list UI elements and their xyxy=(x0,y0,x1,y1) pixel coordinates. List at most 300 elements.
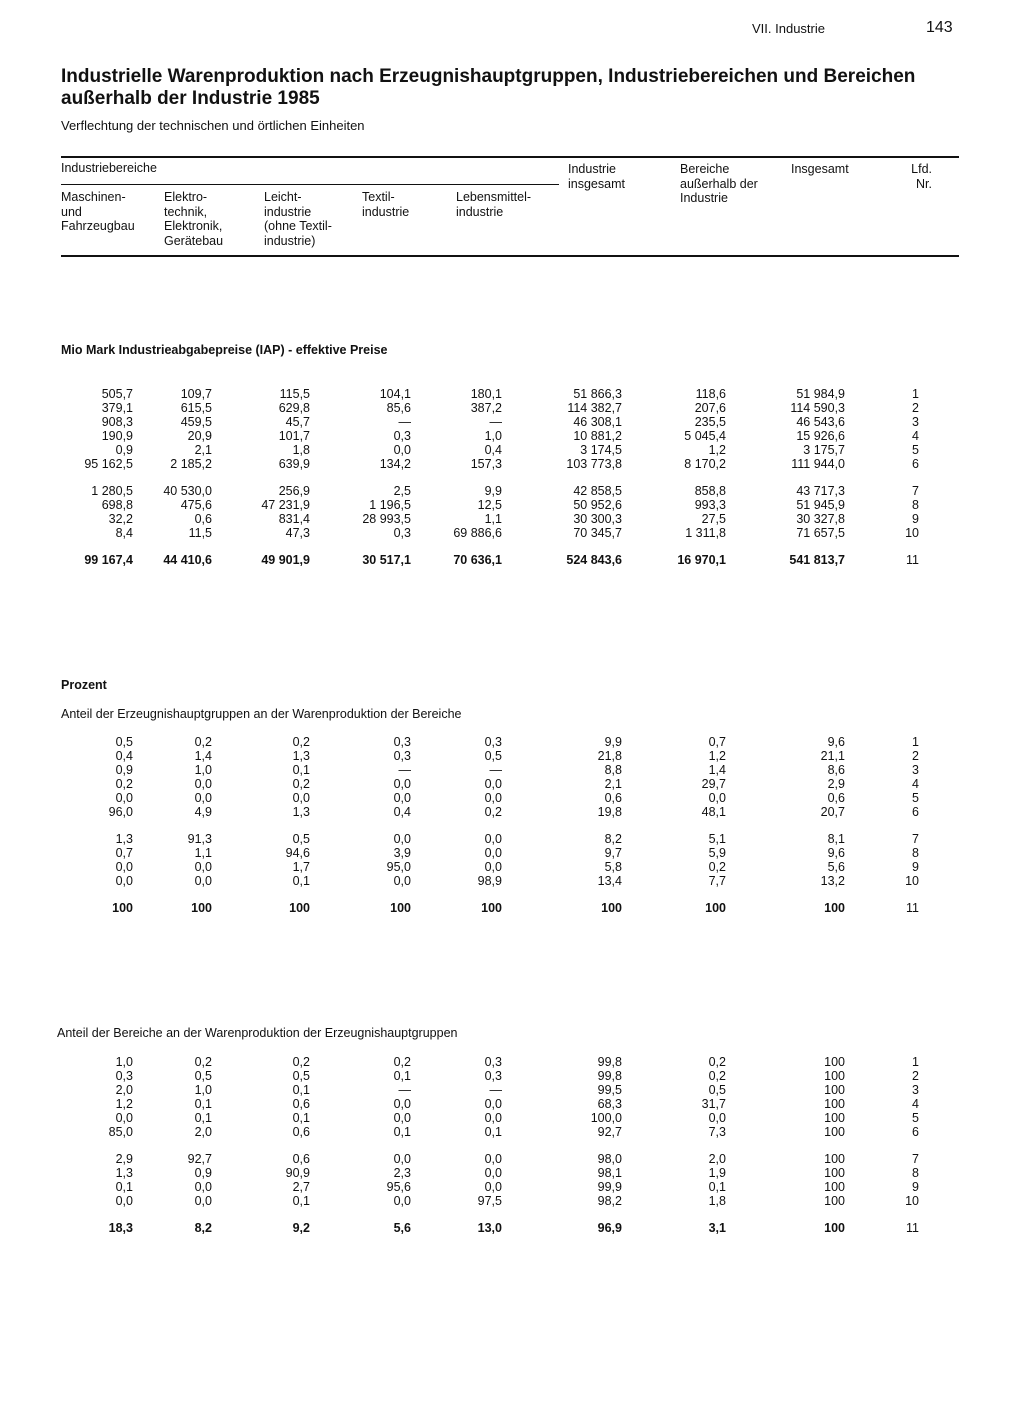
cell-industrie-insgesamt: 8,2 xyxy=(604,832,622,846)
cell-lfd-nr: 1 xyxy=(912,1055,919,1069)
cell-lebensmittel: 0,0 xyxy=(484,1097,502,1111)
chapter-header: VII. Industrie xyxy=(752,21,825,36)
cell-insgesamt: 100 xyxy=(824,1111,845,1125)
cell-textil: 3,9 xyxy=(393,846,411,860)
cell-textil: 0,0 xyxy=(393,777,411,791)
cell-insgesamt: 100 xyxy=(824,1152,845,1166)
cell-textil: 0,0 xyxy=(393,1152,411,1166)
cell-elektro: 475,6 xyxy=(180,498,212,512)
cell-insgesamt: 100 xyxy=(824,1125,845,1139)
cell-textil: 0,1 xyxy=(393,1069,411,1083)
cell-textil: — xyxy=(398,763,411,777)
cell-lebensmittel: 0,3 xyxy=(484,735,502,749)
cell-lebensmittel: 0,0 xyxy=(484,1180,502,1194)
table-row xyxy=(0,763,1024,777)
table-row xyxy=(0,735,1024,749)
column-header-lfd-nr: Lfd. Nr. xyxy=(911,162,932,191)
cell-lebensmittel: — xyxy=(489,1083,502,1097)
cell-insgesamt: 9,6 xyxy=(827,846,845,860)
cell-maschinen: 18,3 xyxy=(108,1221,133,1235)
cell-lebensmittel: 0,1 xyxy=(484,1125,502,1139)
table-row xyxy=(0,512,1024,526)
cell-insgesamt: 111 944,0 xyxy=(791,457,845,471)
cell-elektro: 0,5 xyxy=(194,1069,212,1083)
cell-leicht: 831,4 xyxy=(278,512,310,526)
cell-elektro: 1,1 xyxy=(194,846,212,860)
cell-elektro: 0,1 xyxy=(194,1111,212,1125)
cell-textil: 2,5 xyxy=(393,484,411,498)
cell-leicht: 0,6 xyxy=(292,1097,310,1111)
cell-textil: 30 517,1 xyxy=(362,553,411,567)
cell-bereiche-ausserhalb: 16 970,1 xyxy=(677,553,726,567)
cell-industrie-insgesamt: 99,8 xyxy=(597,1069,622,1083)
cell-maschinen: 1,0 xyxy=(115,1055,133,1069)
cell-insgesamt: 30 327,8 xyxy=(796,512,845,526)
cell-elektro: 100 xyxy=(191,901,212,915)
cell-leicht: 0,6 xyxy=(292,1125,310,1139)
cell-textil: 104,1 xyxy=(379,387,411,401)
cell-elektro: 0,0 xyxy=(194,1194,212,1208)
cell-elektro: 459,5 xyxy=(180,415,212,429)
cell-maschinen: 0,2 xyxy=(115,777,133,791)
cell-textil: — xyxy=(398,415,411,429)
cell-leicht: 0,0 xyxy=(292,791,310,805)
cell-insgesamt: 15 926,6 xyxy=(796,429,845,443)
cell-elektro: 8,2 xyxy=(194,1221,212,1235)
cell-bereiche-ausserhalb: 1,8 xyxy=(708,1194,726,1208)
cell-textil: 0,0 xyxy=(393,791,411,805)
cell-lfd-nr: 5 xyxy=(912,1111,919,1125)
cell-insgesamt: 43 717,3 xyxy=(796,484,845,498)
cell-lebensmittel: 0,3 xyxy=(484,1055,502,1069)
cell-industrie-insgesamt: 46 308,1 xyxy=(573,415,622,429)
cell-lebensmittel: 0,0 xyxy=(484,832,502,846)
cell-leicht: 0,5 xyxy=(292,832,310,846)
table-row xyxy=(0,1166,1024,1180)
cell-insgesamt: 100 xyxy=(824,1194,845,1208)
cell-industrie-insgesamt: 10 881,2 xyxy=(573,429,622,443)
cell-lebensmittel: 0,5 xyxy=(484,749,502,763)
cell-maschinen: 32,2 xyxy=(108,512,133,526)
cell-lfd-nr: 2 xyxy=(912,749,919,763)
cell-leicht: 0,5 xyxy=(292,1069,310,1083)
cell-lebensmittel: 0,0 xyxy=(484,1111,502,1125)
cell-industrie-insgesamt: 98,1 xyxy=(597,1166,622,1180)
cell-maschinen: 0,0 xyxy=(115,1194,133,1208)
cell-textil: 0,0 xyxy=(393,1097,411,1111)
table-row xyxy=(0,749,1024,763)
cell-elektro: 0,0 xyxy=(194,874,212,888)
cell-maschinen: 95 162,5 xyxy=(84,457,133,471)
cell-lfd-nr: 9 xyxy=(912,512,919,526)
cell-maschinen: 99 167,4 xyxy=(84,553,133,567)
cell-maschinen: 908,3 xyxy=(101,415,133,429)
table-row xyxy=(0,484,1024,498)
cell-lebensmittel: 13,0 xyxy=(477,1221,502,1235)
cell-elektro: 92,7 xyxy=(187,1152,212,1166)
cell-lebensmittel: 0,0 xyxy=(484,1152,502,1166)
column-header-industrie-insgesamt: Industrie insgesamt xyxy=(568,162,625,191)
cell-leicht: 49 901,9 xyxy=(261,553,310,567)
section-caption-erzeugnishauptgruppen: Anteil der Erzeugnishauptgruppen an der Warenproduktion der Bereiche xyxy=(61,707,462,721)
cell-elektro: 40 530,0 xyxy=(163,484,212,498)
cell-insgesamt: 3 175,7 xyxy=(803,443,845,457)
group-header-industriebereiche: Industriebereiche xyxy=(61,161,157,175)
cell-lebensmittel: 1,1 xyxy=(484,512,502,526)
table-row xyxy=(0,1055,1024,1069)
table-row xyxy=(0,1097,1024,1111)
table-row xyxy=(0,429,1024,443)
table-row xyxy=(0,1180,1024,1194)
cell-bereiche-ausserhalb: 0,7 xyxy=(708,735,726,749)
cell-industrie-insgesamt: 3 174,5 xyxy=(580,443,622,457)
cell-textil: 100 xyxy=(390,901,411,915)
cell-bereiche-ausserhalb: 29,7 xyxy=(701,777,726,791)
cell-industrie-insgesamt: 2,1 xyxy=(604,777,622,791)
cell-lfd-nr: 7 xyxy=(912,832,919,846)
section-heading-prozent: Prozent xyxy=(61,678,107,692)
cell-insgesamt: 51 945,9 xyxy=(796,498,845,512)
cell-lfd-nr: 3 xyxy=(912,1083,919,1097)
cell-textil: 0,0 xyxy=(393,832,411,846)
cell-textil: 0,3 xyxy=(393,735,411,749)
cell-leicht: 1,7 xyxy=(292,860,310,874)
column-header-textil: Textil- industrie xyxy=(362,190,410,219)
cell-textil: 0,0 xyxy=(393,1194,411,1208)
cell-lfd-nr: 7 xyxy=(912,1152,919,1166)
cell-leicht: 0,1 xyxy=(292,763,310,777)
table-row xyxy=(0,805,1024,819)
cell-bereiche-ausserhalb: 2,0 xyxy=(708,1152,726,1166)
cell-lebensmittel: 0,4 xyxy=(484,443,502,457)
cell-lfd-nr: 2 xyxy=(912,401,919,415)
cell-insgesamt: 8,1 xyxy=(827,832,845,846)
cell-bereiche-ausserhalb: 858,8 xyxy=(694,484,726,498)
cell-elektro: 0,2 xyxy=(194,735,212,749)
cell-elektro: 0,0 xyxy=(194,777,212,791)
cell-maschinen: 0,0 xyxy=(115,1111,133,1125)
cell-bereiche-ausserhalb: 48,1 xyxy=(701,805,726,819)
cell-industrie-insgesamt: 100,0 xyxy=(590,1111,622,1125)
cell-industrie-insgesamt: 98,2 xyxy=(597,1194,622,1208)
cell-lebensmittel: 69 886,6 xyxy=(453,526,502,540)
cell-insgesamt: 114 590,3 xyxy=(790,401,845,415)
cell-industrie-insgesamt: 13,4 xyxy=(597,874,622,888)
cell-maschinen: 1,3 xyxy=(115,832,133,846)
cell-lfd-nr: 7 xyxy=(912,484,919,498)
cell-maschinen: 100 xyxy=(112,901,133,915)
cell-lfd-nr: 6 xyxy=(912,805,919,819)
cell-textil: 0,3 xyxy=(393,429,411,443)
cell-elektro: 109,7 xyxy=(180,387,212,401)
cell-bereiche-ausserhalb: 0,0 xyxy=(708,791,726,805)
cell-insgesamt: 100 xyxy=(824,1221,845,1235)
cell-lfd-nr: 5 xyxy=(912,791,919,805)
cell-maschinen: 0,0 xyxy=(115,874,133,888)
cell-maschinen: 2,0 xyxy=(115,1083,133,1097)
table-row xyxy=(0,1069,1024,1083)
cell-maschinen: 1 280,5 xyxy=(91,484,133,498)
cell-insgesamt: 9,6 xyxy=(827,735,845,749)
cell-maschinen: 0,0 xyxy=(115,860,133,874)
cell-leicht: 0,1 xyxy=(292,874,310,888)
cell-textil: 28 993,5 xyxy=(362,512,411,526)
cell-industrie-insgesamt: 9,9 xyxy=(604,735,622,749)
cell-industrie-insgesamt: 68,3 xyxy=(597,1097,622,1111)
cell-elektro: 91,3 xyxy=(187,832,212,846)
cell-maschinen: 0,4 xyxy=(115,749,133,763)
cell-lebensmittel: 0,0 xyxy=(484,791,502,805)
cell-leicht: 0,2 xyxy=(292,777,310,791)
cell-bereiche-ausserhalb: 118,6 xyxy=(695,387,726,401)
cell-bereiche-ausserhalb: 993,3 xyxy=(694,498,726,512)
cell-leicht: 90,9 xyxy=(285,1166,310,1180)
cell-lfd-nr: 8 xyxy=(912,846,919,860)
cell-elektro: 44 410,6 xyxy=(163,553,212,567)
cell-lfd-nr: 8 xyxy=(912,1166,919,1180)
cell-lfd-nr: 3 xyxy=(912,763,919,777)
table-row xyxy=(0,526,1024,540)
cell-lebensmittel: — xyxy=(489,415,502,429)
cell-industrie-insgesamt: 9,7 xyxy=(604,846,622,860)
cell-lfd-nr: 1 xyxy=(912,387,919,401)
cell-bereiche-ausserhalb: 3,1 xyxy=(708,1221,726,1235)
cell-lebensmittel: 0,0 xyxy=(484,777,502,791)
cell-elektro: 2,0 xyxy=(194,1125,212,1139)
cell-maschinen: 8,4 xyxy=(115,526,133,540)
column-header-bereiche-ausserhalb: Bereiche außerhalb der Industrie xyxy=(680,162,758,205)
table-row xyxy=(0,846,1024,860)
column-header-leicht: Leicht- industrie (ohne Textil- industrie) xyxy=(264,190,332,248)
cell-industrie-insgesamt: 114 382,7 xyxy=(567,401,622,415)
cell-elektro: 0,9 xyxy=(194,1166,212,1180)
cell-lebensmittel: 180,1 xyxy=(470,387,502,401)
cell-insgesamt: 5,6 xyxy=(827,860,845,874)
cell-industrie-insgesamt: 0,6 xyxy=(604,791,622,805)
cell-industrie-insgesamt: 5,8 xyxy=(604,860,622,874)
cell-insgesamt: 541 813,7 xyxy=(789,553,845,567)
cell-elektro: 20,9 xyxy=(187,429,212,443)
cell-lebensmittel: 0,0 xyxy=(484,1166,502,1180)
cell-industrie-insgesamt: 99,5 xyxy=(597,1083,622,1097)
cell-bereiche-ausserhalb: 0,0 xyxy=(708,1111,726,1125)
table-row-total xyxy=(0,553,1024,567)
cell-textil: 0,2 xyxy=(393,1055,411,1069)
cell-leicht: 0,1 xyxy=(292,1083,310,1097)
table-row xyxy=(0,832,1024,846)
table-row xyxy=(0,777,1024,791)
page-title: Industrielle Warenproduktion nach Erzeugnishauptgruppen, Industriebereichen und Bereichen außerhalb der Industrie 1985 xyxy=(61,66,916,109)
cell-leicht: 47,3 xyxy=(285,526,310,540)
cell-maschinen: 0,5 xyxy=(115,735,133,749)
cell-elektro: 1,4 xyxy=(194,749,212,763)
cell-lfd-nr: 4 xyxy=(912,1097,919,1111)
cell-industrie-insgesamt: 524 843,6 xyxy=(566,553,622,567)
table-row xyxy=(0,1152,1024,1166)
table-row-total xyxy=(0,901,1024,915)
cell-bereiche-ausserhalb: 0,2 xyxy=(708,1069,726,1083)
cell-leicht: 115,5 xyxy=(279,387,310,401)
cell-lebensmittel: 0,0 xyxy=(484,846,502,860)
cell-insgesamt: 20,7 xyxy=(820,805,845,819)
table-row xyxy=(0,1083,1024,1097)
cell-maschinen: 0,7 xyxy=(115,846,133,860)
cell-maschinen: 0,9 xyxy=(115,443,133,457)
column-header-lebensmittel: Lebensmittel- industrie xyxy=(456,190,532,219)
cell-bereiche-ausserhalb: 235,5 xyxy=(694,415,726,429)
cell-maschinen: 0,9 xyxy=(115,763,133,777)
cell-industrie-insgesamt: 92,7 xyxy=(597,1125,622,1139)
cell-leicht: 100 xyxy=(289,901,310,915)
cell-maschinen: 0,3 xyxy=(115,1069,133,1083)
cell-leicht: 629,8 xyxy=(278,401,310,415)
cell-lfd-nr: 3 xyxy=(912,415,919,429)
cell-leicht: 639,9 xyxy=(278,457,310,471)
cell-textil: 0,0 xyxy=(393,874,411,888)
cell-industrie-insgesamt: 70 345,7 xyxy=(573,526,622,540)
cell-bereiche-ausserhalb: 5 045,4 xyxy=(684,429,726,443)
cell-elektro: 0,2 xyxy=(194,1055,212,1069)
cell-insgesamt: 8,6 xyxy=(827,763,845,777)
cell-bereiche-ausserhalb: 1,9 xyxy=(708,1166,726,1180)
cell-elektro: 11,5 xyxy=(188,526,212,540)
cell-leicht: 101,7 xyxy=(278,429,310,443)
cell-insgesamt: 0,6 xyxy=(827,791,845,805)
cell-bereiche-ausserhalb: 8 170,2 xyxy=(684,457,726,471)
cell-industrie-insgesamt: 99,9 xyxy=(597,1180,622,1194)
cell-bereiche-ausserhalb: 5,1 xyxy=(708,832,726,846)
cell-elektro: 1,0 xyxy=(194,1083,212,1097)
cell-textil: 0,4 xyxy=(393,805,411,819)
cell-lfd-nr: 8 xyxy=(912,498,919,512)
cell-industrie-insgesamt: 103 773,8 xyxy=(566,457,622,471)
cell-elektro: 0,0 xyxy=(194,1180,212,1194)
cell-industrie-insgesamt: 30 300,3 xyxy=(573,512,622,526)
table-row xyxy=(0,498,1024,512)
cell-bereiche-ausserhalb: 0,1 xyxy=(708,1180,726,1194)
cell-lfd-nr: 9 xyxy=(912,860,919,874)
cell-insgesamt: 46 543,6 xyxy=(796,415,845,429)
cell-lfd-nr: 10 xyxy=(905,874,919,888)
cell-bereiche-ausserhalb: 207,6 xyxy=(694,401,726,415)
cell-insgesamt: 100 xyxy=(824,1166,845,1180)
cell-lfd-nr: 9 xyxy=(912,1180,919,1194)
cell-bereiche-ausserhalb: 7,3 xyxy=(708,1125,726,1139)
cell-leicht: 45,7 xyxy=(285,415,310,429)
table-row xyxy=(0,874,1024,888)
cell-elektro: 4,9 xyxy=(194,805,212,819)
cell-maschinen: 505,7 xyxy=(101,387,133,401)
cell-elektro: 0,0 xyxy=(194,860,212,874)
cell-leicht: 256,9 xyxy=(278,484,310,498)
header-top-rule xyxy=(61,156,959,158)
cell-lebensmittel: — xyxy=(489,763,502,777)
table-row xyxy=(0,860,1024,874)
cell-textil: — xyxy=(398,1083,411,1097)
cell-maschinen: 698,8 xyxy=(101,498,133,512)
cell-insgesamt: 100 xyxy=(824,1055,845,1069)
table-row xyxy=(0,387,1024,401)
cell-lebensmittel: 70 636,1 xyxy=(453,553,502,567)
cell-textil: 85,6 xyxy=(386,401,411,415)
table-row xyxy=(0,1194,1024,1208)
cell-bereiche-ausserhalb: 1,2 xyxy=(708,749,726,763)
table-row-total xyxy=(0,1221,1024,1235)
cell-industrie-insgesamt: 98,0 xyxy=(597,1152,622,1166)
cell-lebensmittel: 1,0 xyxy=(484,429,502,443)
cell-insgesamt: 2,9 xyxy=(827,777,845,791)
cell-bereiche-ausserhalb: 1 311,8 xyxy=(685,526,726,540)
cell-maschinen: 379,1 xyxy=(101,401,133,415)
cell-bereiche-ausserhalb: 5,9 xyxy=(708,846,726,860)
section-caption-bereiche: Anteil der Bereiche an der Warenproduktion der Erzeugnishauptgruppen xyxy=(57,1026,458,1040)
section-heading-mio-mark: Mio Mark Industrieabgabepreise (IAP) - effektive Preise xyxy=(61,343,388,357)
cell-textil: 5,6 xyxy=(393,1221,411,1235)
cell-leicht: 94,6 xyxy=(285,846,310,860)
cell-textil: 0,0 xyxy=(393,443,411,457)
cell-lebensmittel: 9,9 xyxy=(484,484,502,498)
cell-textil: 95,0 xyxy=(386,860,411,874)
cell-textil: 95,6 xyxy=(386,1180,411,1194)
cell-lebensmittel: 387,2 xyxy=(470,401,502,415)
cell-bereiche-ausserhalb: 0,2 xyxy=(708,1055,726,1069)
cell-elektro: 2 185,2 xyxy=(170,457,212,471)
table-row xyxy=(0,791,1024,805)
cell-lebensmittel: 97,5 xyxy=(477,1194,502,1208)
page-subtitle: Verflechtung der technischen und örtlichen Einheiten xyxy=(61,118,365,133)
cell-industrie-insgesamt: 8,8 xyxy=(604,763,622,777)
cell-bereiche-ausserhalb: 27,5 xyxy=(701,512,726,526)
cell-insgesamt: 13,2 xyxy=(820,874,845,888)
cell-industrie-insgesamt: 51 866,3 xyxy=(573,387,622,401)
cell-leicht: 1,8 xyxy=(292,443,310,457)
cell-insgesamt: 51 984,9 xyxy=(796,387,845,401)
table-row xyxy=(0,1111,1024,1125)
cell-lebensmittel: 0,2 xyxy=(484,805,502,819)
cell-industrie-insgesamt: 21,8 xyxy=(597,749,622,763)
cell-insgesamt: 21,1 xyxy=(820,749,845,763)
cell-textil: 2,3 xyxy=(393,1166,411,1180)
cell-bereiche-ausserhalb: 1,2 xyxy=(708,443,726,457)
table-row xyxy=(0,443,1024,457)
column-header-insgesamt: Insgesamt xyxy=(791,162,849,176)
cell-lfd-nr: 10 xyxy=(905,526,919,540)
group-header-rule xyxy=(61,184,559,185)
column-header-maschinen: Maschinen- und Fahrzeugbau xyxy=(61,190,135,233)
cell-maschinen: 190,9 xyxy=(101,429,133,443)
cell-leicht: 0,6 xyxy=(292,1152,310,1166)
cell-lebensmittel: 100 xyxy=(481,901,502,915)
cell-maschinen: 85,0 xyxy=(108,1125,133,1139)
cell-leicht: 1,3 xyxy=(292,805,310,819)
cell-industrie-insgesamt: 99,8 xyxy=(597,1055,622,1069)
cell-maschinen: 2,9 xyxy=(115,1152,133,1166)
cell-maschinen: 1,3 xyxy=(115,1166,133,1180)
cell-textil: 134,2 xyxy=(379,457,411,471)
cell-bereiche-ausserhalb: 31,7 xyxy=(701,1097,726,1111)
cell-insgesamt: 100 xyxy=(824,1180,845,1194)
cell-insgesamt: 100 xyxy=(824,1097,845,1111)
cell-lfd-nr: 11 xyxy=(906,901,919,915)
cell-lfd-nr: 10 xyxy=(905,1194,919,1208)
cell-lebensmittel: 12,5 xyxy=(477,498,502,512)
cell-bereiche-ausserhalb: 0,5 xyxy=(708,1083,726,1097)
table-row xyxy=(0,415,1024,429)
cell-lfd-nr: 1 xyxy=(912,735,919,749)
cell-insgesamt: 100 xyxy=(824,1069,845,1083)
cell-lebensmittel: 0,0 xyxy=(484,860,502,874)
cell-insgesamt: 71 657,5 xyxy=(796,526,845,540)
